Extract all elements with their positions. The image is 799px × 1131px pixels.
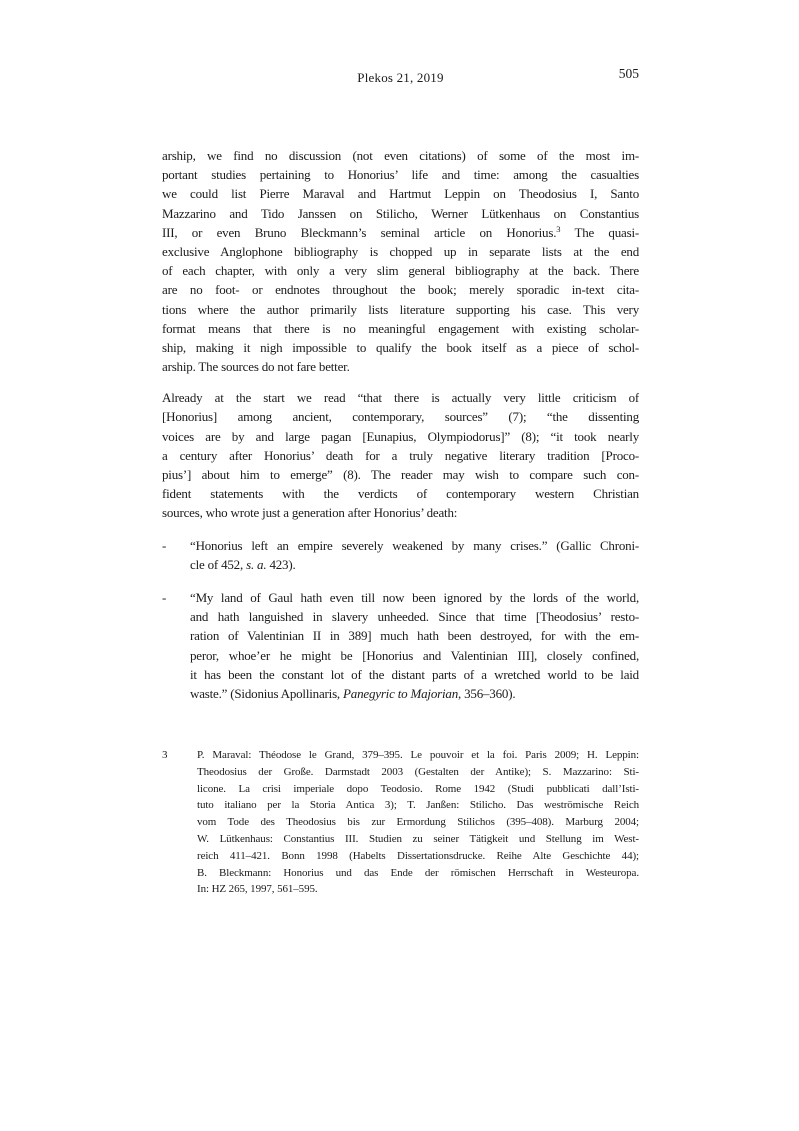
footnote-line: tuto italiano per la Storia Antica 3); T. Janßen: Stilicho. Das weströmische Reich	[197, 799, 639, 812]
text-line: format means that there is no meaningful engagement with existing scholar-	[162, 320, 639, 336]
bullet-marker: -	[162, 537, 167, 553]
text-line: voices are by and large pagan [Eunapius, Olympiodorus]” (8); “it took nearly	[162, 428, 639, 444]
text-line	[162, 223, 639, 242]
text-line: sources, who wrote just a generation after Honorius’ death:	[162, 505, 458, 521]
text-segment: III, or even Bruno Bleckmann’s seminal article on Honorius.	[162, 224, 557, 240]
text-line: it has been the constant lot of the distant parts of a wretched world to be laid	[190, 666, 639, 682]
text-line: ration of Valentinian II in 389] much hath been destroyed, for with the em-	[190, 628, 639, 644]
bullet-marker: -	[162, 589, 167, 605]
footnote-line: licone. La crisi imperiale dopo Teodosio. Rome 1942 (Studi pubblicati dall’Isti-	[197, 782, 639, 795]
text-segment: waste.” (Sidonius Apollinaris,	[190, 685, 344, 701]
footnote-3	[162, 747, 639, 898]
quote-list-item-2	[162, 588, 639, 703]
text-line: pius’] about him to emerge” (8). The reader may wish to compare such con-	[162, 467, 639, 482]
text-line: of each chapter, with only a very slim general bibliography at the back. There	[162, 263, 639, 279]
footnote-marker: 3	[556, 224, 561, 235]
text-line: we could list Pierre Maraval and Hartmut Leppin on Theodosius I, Santo	[162, 186, 639, 202]
text-line	[190, 555, 639, 574]
text-segment: , 356–360).	[458, 685, 516, 701]
text-line: Mazzarino and Tido Janssen on Stilicho, Werner Lütkenhaus on Constantius	[162, 205, 639, 221]
text-line: arship, we find no discussion (not even citations) of some of the most im-	[162, 148, 639, 163]
text-line: “My land of Gaul hath even till now been ignored by the lords of the world,	[190, 589, 639, 605]
footnote-line: Theodosius der Große. Darmstadt 2003 (Gestalten der Antike); S. Mazzarino: Sti-	[197, 765, 639, 778]
footnote-number: 3	[162, 749, 168, 762]
text-line: exclusive Anglophone bibliography is chopped up in separate lists at the end	[162, 243, 639, 259]
running-header	[162, 66, 639, 86]
text-line: fident statements with the verdicts of contemporary western Christian	[162, 486, 639, 502]
text-line: “Honorius left an empire severely weakened by many crises.” (Gallic Chroni-	[190, 537, 639, 553]
text-line: and hath languished in slavery unheeded. Since that time [Theodosius’ resto-	[190, 609, 639, 625]
text-line: are no foot- or endnotes throughout the book; merely sporadic in-text cita-	[162, 282, 639, 298]
text-column	[162, 146, 639, 898]
footnote-line: In: HZ 265, 1997, 561–595.	[197, 883, 318, 896]
text-line: [Honorius] among ancient, contemporary, sources” (7); “the dissenting	[162, 409, 639, 425]
footnote-line: W. Lütkenhaus: Constantius III. Studien zu seiner Tätigkeit und Stellung im West-	[197, 833, 639, 846]
page-number: 505	[618, 66, 639, 81]
text-line: Already at the start we read “that there is actually very little criticism of	[162, 390, 639, 406]
italic-citation: s. a.	[246, 556, 267, 572]
paragraph-1	[162, 146, 639, 376]
footnote-line: vom Tode des Theodosius bis zur Ermordung Stilichos (395–408). Marburg 2004;	[197, 816, 639, 829]
text-line	[190, 684, 639, 703]
text-line: portant studies pertaining to Honorius’ life and time: among the casualties	[162, 167, 639, 183]
text-segment: 423).	[266, 556, 296, 572]
text-line: ship, making it nigh impossible to qualify the book itself as a piece of schol-	[162, 339, 639, 355]
text-segment: cle of 452,	[190, 556, 247, 572]
italic-work-title: Panegyric to Majorian	[343, 685, 458, 701]
quote-list-item-1	[162, 536, 639, 574]
text-line: a century after Honorius’ death for a truly negative literary tradition [Proco-	[162, 447, 639, 463]
footnote-line: B. Bleckmann: Honorius und das Ende der römischen Herrschaft in Westeuropa.	[197, 866, 639, 879]
text-line: arship. The sources do not fare better.	[162, 359, 350, 375]
text-segment: The quasi-	[560, 224, 639, 240]
journal-title: Plekos 21, 2019	[357, 70, 444, 85]
paragraph-2	[162, 388, 639, 522]
footnote-line: reich 411–421. Bonn 1998 (Habelts Dissertationsdrucke. Reihe Alte Geschichte 44);	[197, 849, 639, 862]
text-line: tions where the author primarily lists literature supporting his case. This very	[162, 301, 639, 317]
text-line: peror, whoe’er he might be [Honorius and Valentinian III], closely confined,	[190, 647, 639, 663]
footnote-line: P. Maraval: Théodose le Grand, 379–395. Le pouvoir et la foi. Paris 2009; H. Leppin:	[197, 749, 639, 762]
